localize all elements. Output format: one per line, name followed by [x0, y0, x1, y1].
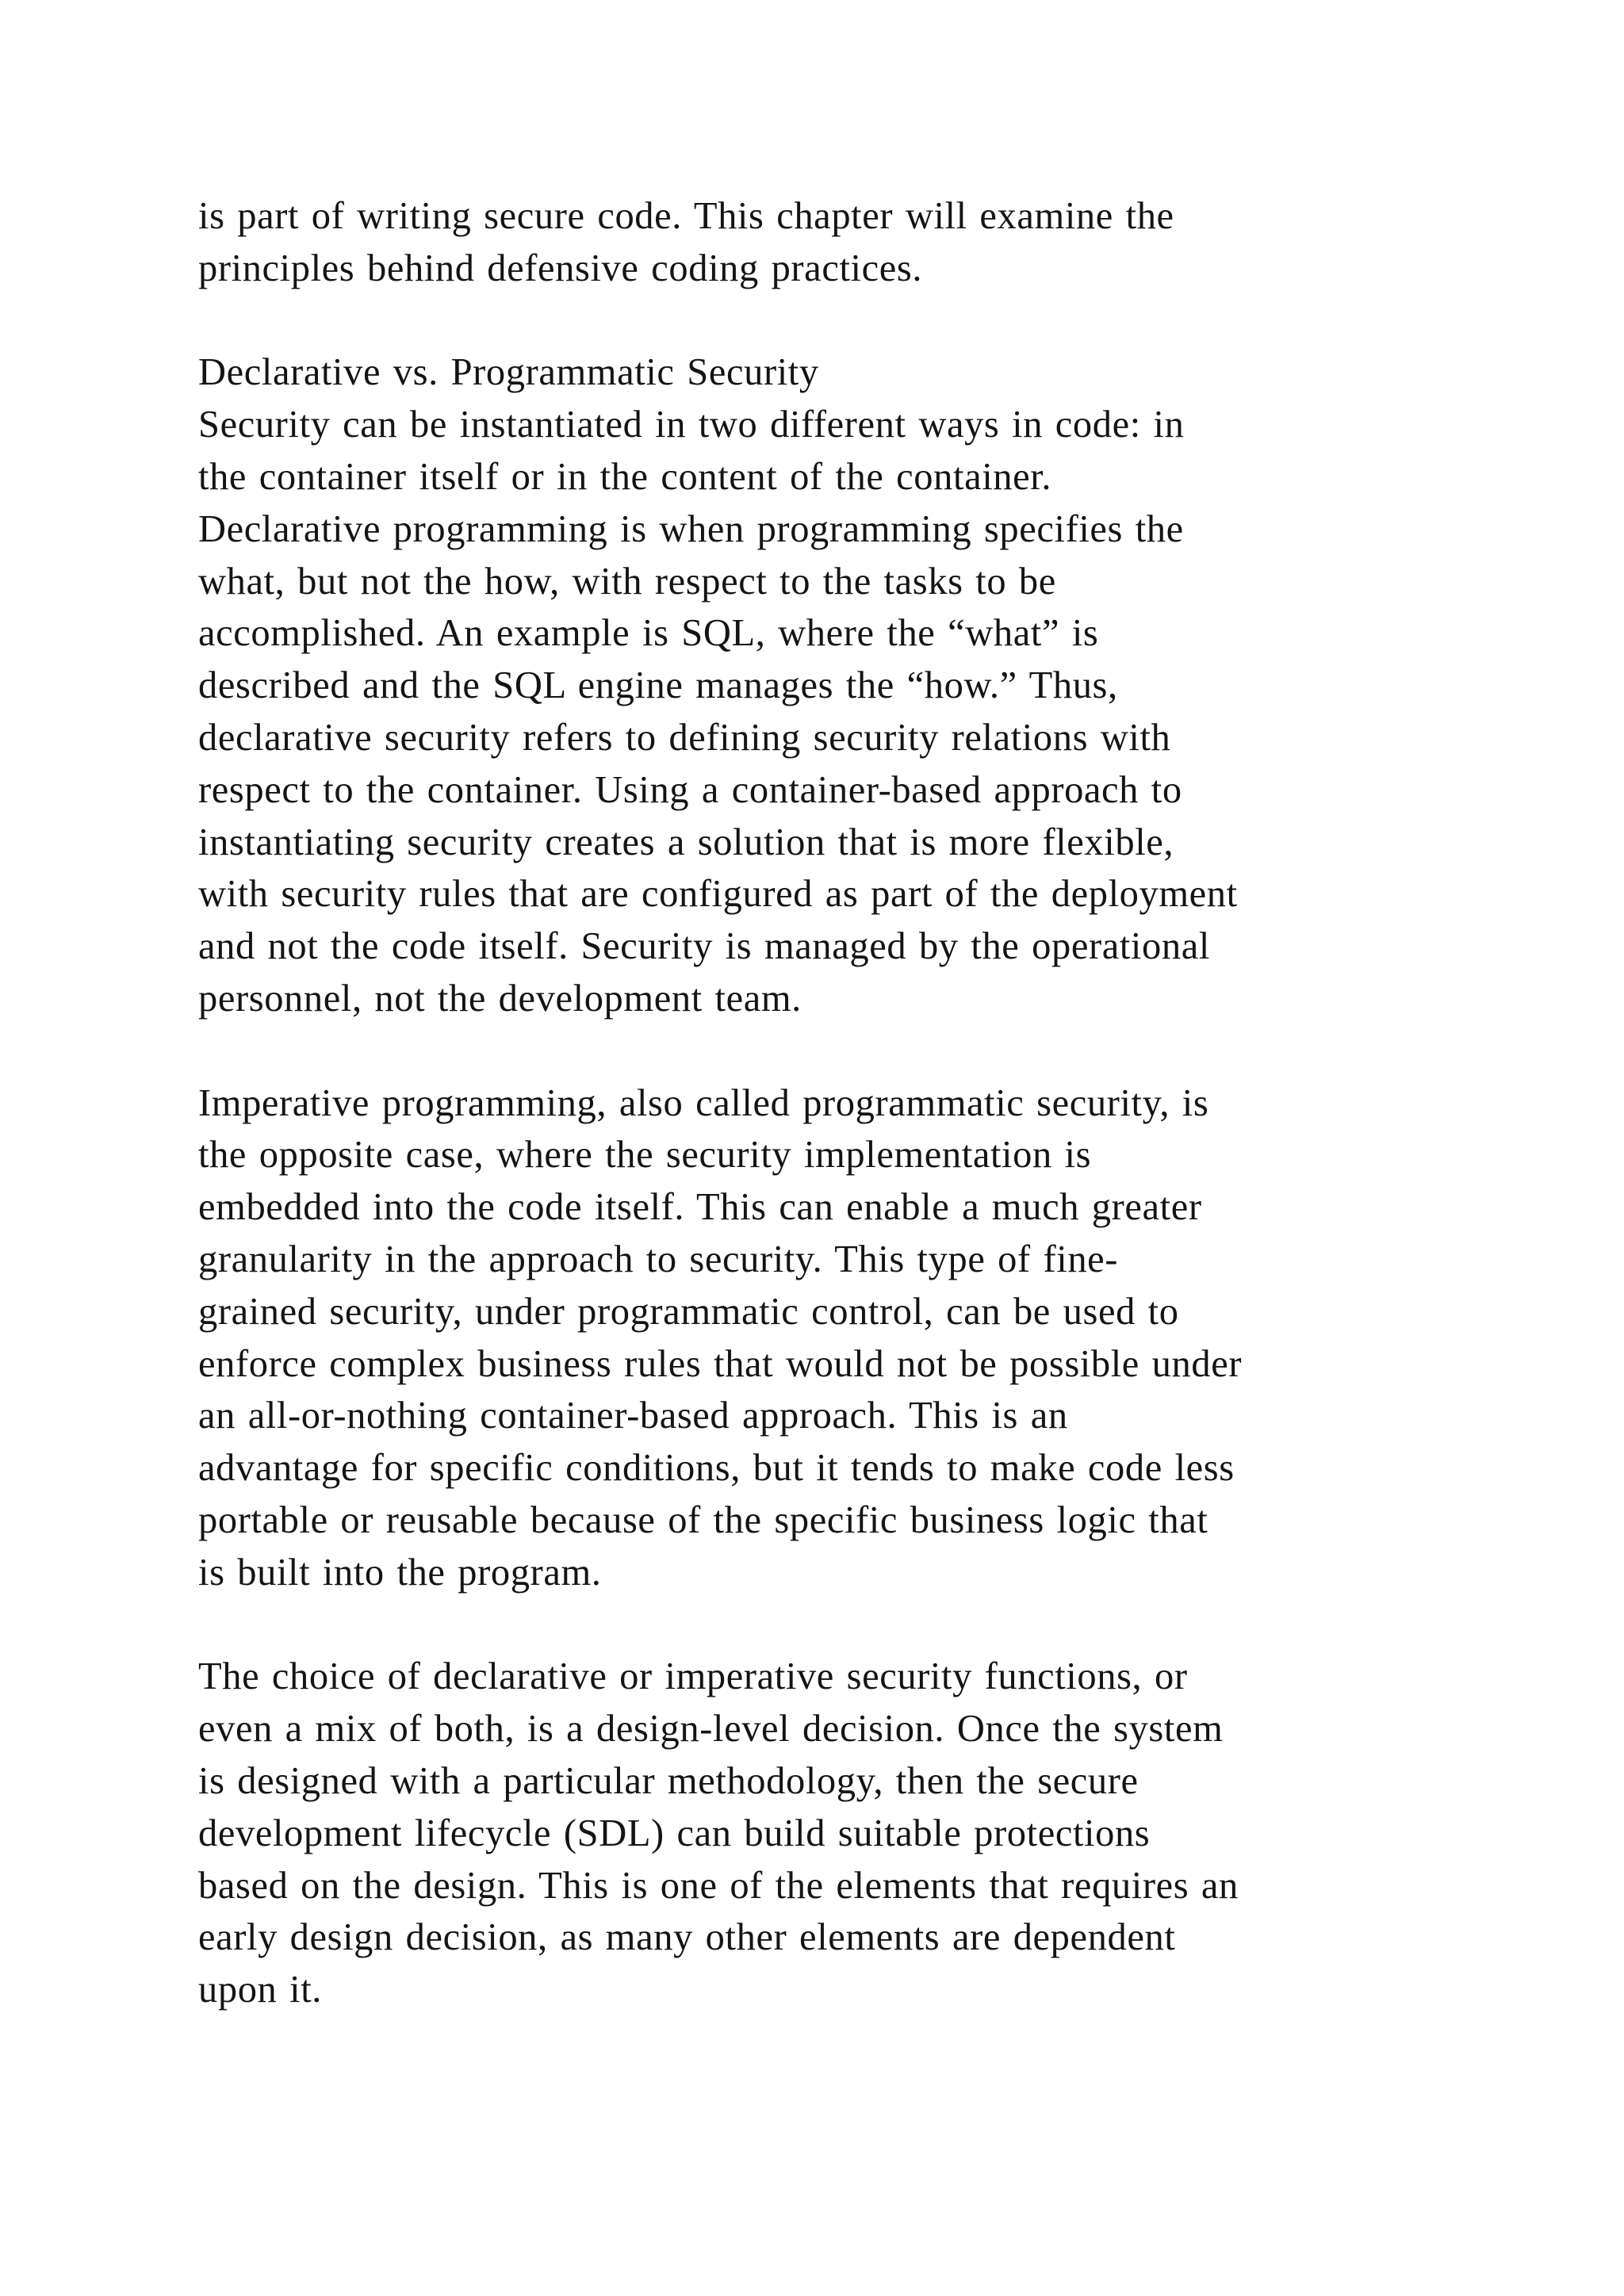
- text-line: development lifecycle (SDL) can build suitable protections: [198, 1812, 1151, 1854]
- text-line: and not the code itself. Security is managed by the operational: [198, 925, 1210, 968]
- text-line: upon it.: [198, 1969, 322, 2011]
- section-heading: Declarative vs. Programmatic Security: [198, 351, 819, 394]
- paragraph-declarative: [198, 346, 1483, 1024]
- document-page: [198, 190, 1483, 2016]
- paragraph-choice: [198, 1651, 1483, 2016]
- text-line: an all-or-nothing container-based approach. This is an: [198, 1395, 1068, 1437]
- text-line: advantage for specific conditions, but it tends to make code less: [198, 1447, 1235, 1490]
- text-line: even a mix of both, is a design-level decision. Once the system: [198, 1708, 1224, 1751]
- text-line: is designed with a particular methodology, then the secure: [198, 1759, 1139, 1802]
- text-line: early design decision, as many other elements are dependent: [198, 1916, 1176, 1959]
- text-line: described and the SQL engine manages the “how.” Thus,: [198, 664, 1118, 707]
- text-line: the container itself or in the content of the container.: [198, 455, 1052, 498]
- paragraph-intro: [198, 190, 1483, 295]
- text-line: granularity in the approach to security. This type of fine-: [198, 1238, 1119, 1280]
- text-line: The choice of declarative or imperative security functions, or: [198, 1655, 1188, 1698]
- paragraph-gap: [198, 1025, 1483, 1077]
- text-line: with security rules that are configured as part of the deployment: [198, 873, 1238, 916]
- text-line: instantiating security creates a solution that is more flexible,: [198, 821, 1174, 863]
- text-line: based on the design. This is one of the elements that requires an: [198, 1864, 1239, 1907]
- text-line: Declarative programming is when programming specifies the: [198, 507, 1184, 550]
- text-line: portable or reusable because of the specific business logic that: [198, 1498, 1208, 1541]
- text-line: Security can be instantiated in two different ways in code: in: [198, 404, 1185, 446]
- text-line: respect to the container. Using a container-based approach to: [198, 768, 1182, 811]
- paragraph-gap: [198, 1599, 1483, 1651]
- text-line: Imperative programming, also called programmatic security, is: [198, 1081, 1209, 1124]
- text-line: is built into the program.: [198, 1551, 602, 1594]
- text-line: enforce complex business rules that would not be possible under: [198, 1342, 1243, 1385]
- text-line: embedded into the code itself. This can enable a much greater: [198, 1186, 1202, 1229]
- text-line: principles behind defensive coding practices.: [198, 247, 923, 289]
- text-line: grained security, under programmatic control, can be used to: [198, 1290, 1179, 1333]
- text-line: what, but not the how, with respect to the tasks to be: [198, 560, 1056, 603]
- text-line: personnel, not the development team.: [198, 977, 802, 1020]
- paragraph-gap: [198, 295, 1483, 347]
- paragraph-imperative: [198, 1077, 1483, 1599]
- text-line: accomplished. An example is SQL, where the “what” is: [198, 612, 1099, 655]
- text-line: declarative security refers to defining security relations with: [198, 716, 1171, 759]
- text-line: the opposite case, where the security implementation is: [198, 1134, 1092, 1177]
- text-line: is part of writing secure code. This chapter will examine the: [198, 195, 1174, 237]
